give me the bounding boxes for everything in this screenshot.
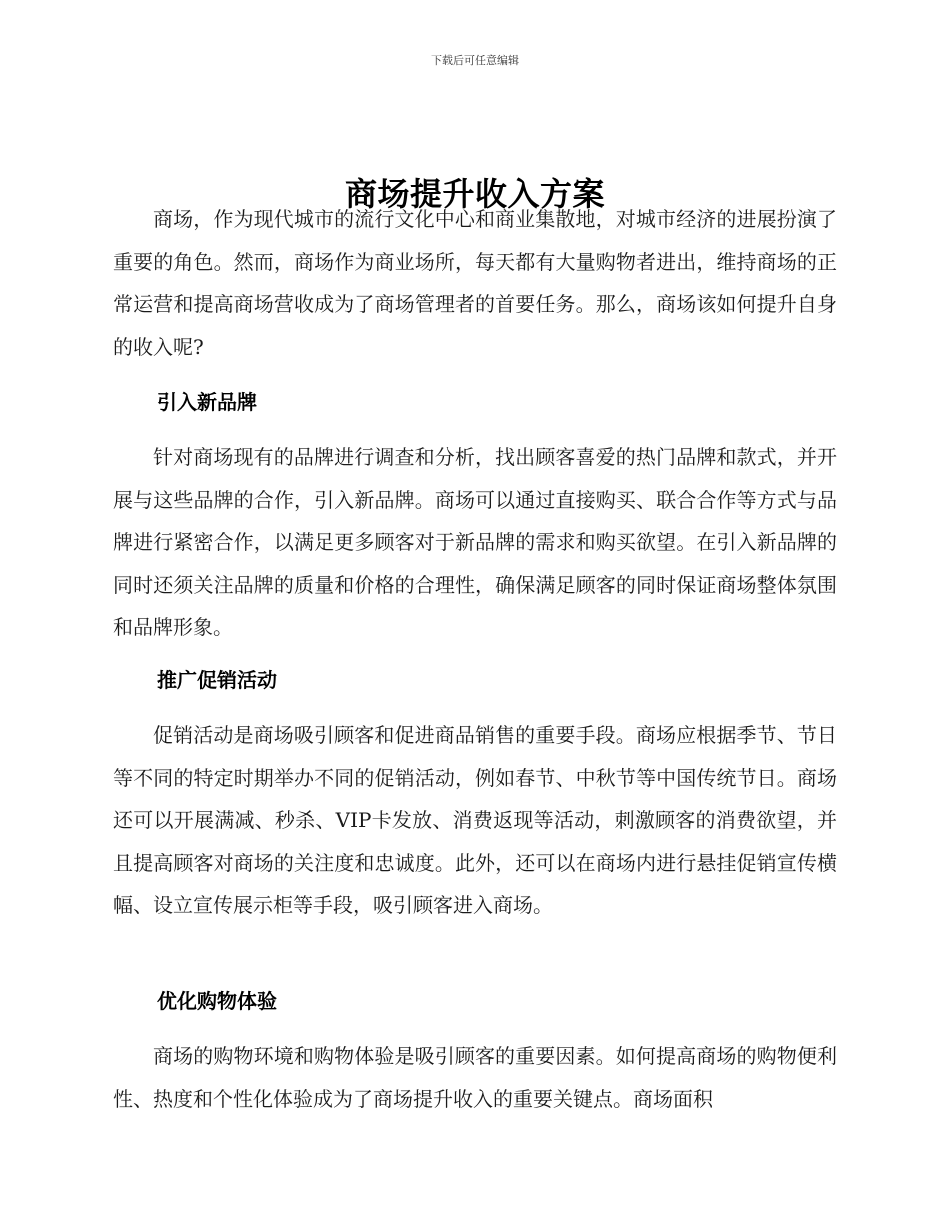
intro-paragraph: 商场，作为现代城市的流行文化中心和商业集散地，对城市经济的进展扮演了重要的角色。然而，商场作为商业场所，每天都有大量购物者进出，维持商场的正常运营和提高商场营收成为了商场管理者的首要任务。那么，商场该如何提升自身的收入呢? [113, 207, 837, 359]
intro-section [113, 198, 837, 368]
section-body [113, 1035, 837, 1120]
section-paragraph: 商场的购物环境和购物体验是吸引顾客的重要因素。如何提高商场的购物便利性、热度和个性化体验成为了商场提升收入的重要关键点。商场面积 [113, 1044, 837, 1111]
header-note: 下载后可任意编辑 [431, 54, 519, 67]
document-title: 商场提升收入方案 [344, 175, 605, 214]
section-heading: 优化购物体验 [157, 989, 277, 1013]
section-paragraph: 促销活动是商场吸引顾客和促进商品销售的重要手段。商场应根据季节、节日等不同的特定时期举办不同的促销活动，例如春节、中秋节等中国传统节日。商场还可以开展满减、秒杀、VIP卡发放、消费返现等活动，刺激顾客的消费欲望，并且提高顾客对商场的关注度和忠诚度。此外，还可以在商场内进行悬挂促销宣传横幅、设立宣传展示柜等手段，吸引顾客进入商场。 [113, 723, 837, 917]
section-body [113, 436, 837, 649]
section-heading: 推广促销活动 [157, 668, 277, 692]
section-body [113, 714, 837, 927]
section-heading: 引入新品牌 [157, 390, 257, 414]
section-paragraph: 针对商场现有的品牌进行调查和分析，找出顾客喜爱的热门品牌和款式，并开展与这些品牌的合作，引入新品牌。商场可以通过直接购买、联合合作等方式与品牌进行紧密合作，以满足更多顾客对于新品牌的需求和购买欲望。在引入新品牌的同时还须关注品牌的质量和价格的合理性，确保满足顾客的同时保证商场整体氛围和品牌形象。 [113, 445, 837, 639]
